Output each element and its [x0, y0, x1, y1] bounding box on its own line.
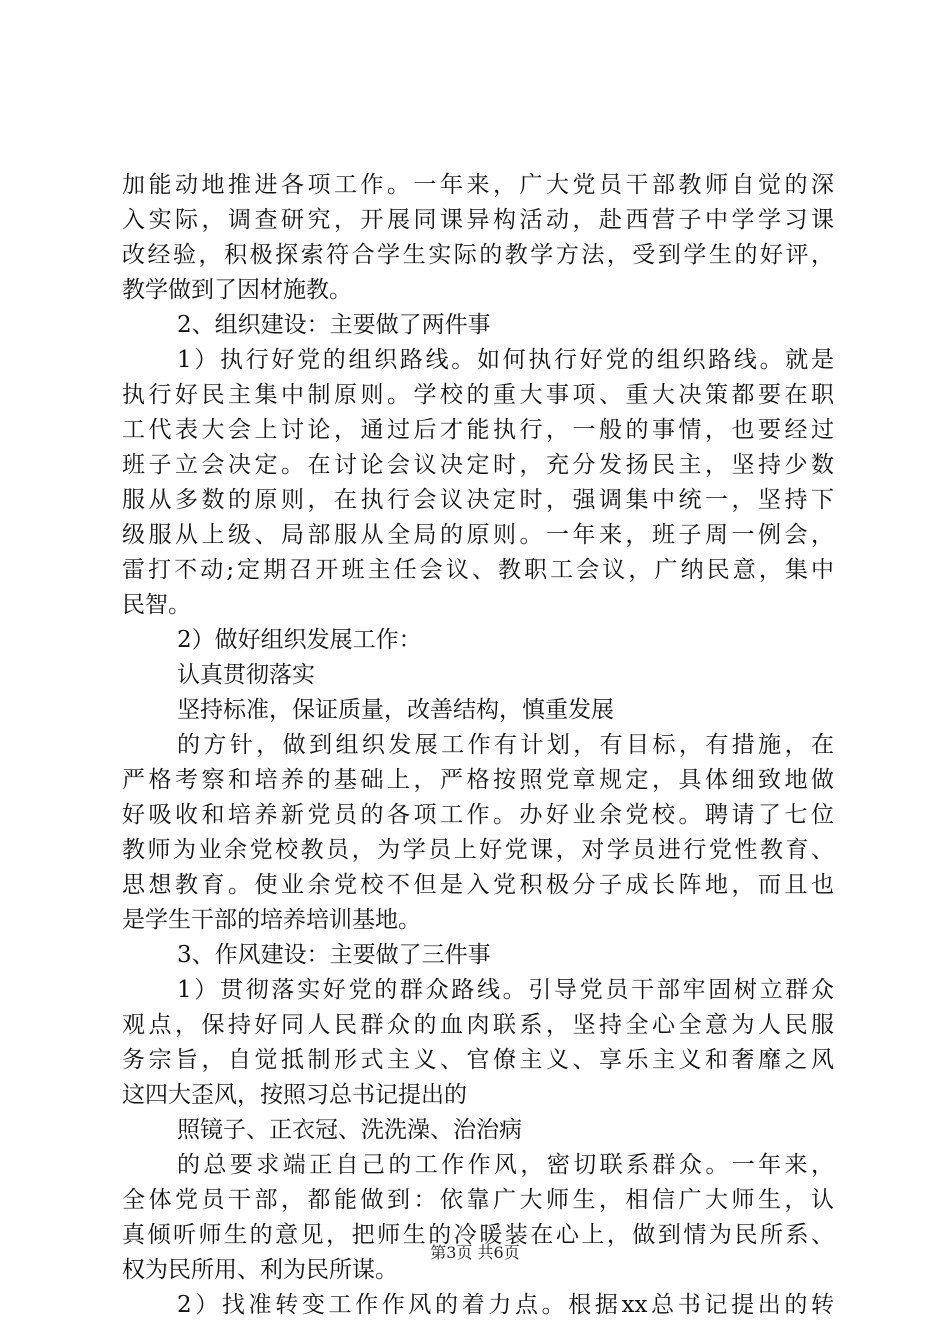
page-number-footer: 第3页 共6页: [430, 1243, 520, 1262]
body-line: 班子立会决定。在讨论会议决定时，充分发扬民主，坚持少数: [122, 452, 834, 478]
body-line: 执行好民主集中制原则。学校的重大事项、重大决策都要在职: [122, 382, 834, 408]
body-line: 这四大歪风，按照习总书记提出的: [122, 1082, 467, 1108]
body-line: 的方针，做到组织发展工作有计划，有目标，有措施，在: [177, 732, 834, 758]
body-line: 教师为业余党校教员，为学员上好党课，对学员进行党性教育、: [122, 837, 834, 863]
body-line: 务宗旨，自觉抵制形式主义、官僚主义、享乐主义和奢靡之风: [122, 1047, 834, 1073]
body-line: 好吸收和培养新党员的各项工作。办好业余党校。聘请了七位: [122, 802, 834, 828]
body-line: 认真贯彻落实: [177, 662, 315, 688]
body-line: 思想教育。使业余党校不但是入党积极分子成长阵地，而且也: [122, 872, 834, 898]
body-line: 级服从上级、局部服从全局的原则。一年来，班子周一例会，: [122, 522, 834, 548]
body-line: 严格考察和培养的基础上，严格按照党章规定，具体细致地做: [122, 767, 834, 793]
body-line: 2）找准转变工作作风的着力点。根据xx总书记提出的转: [177, 1292, 834, 1318]
body-line: 权为民所用、利为民所谋。: [122, 1257, 398, 1283]
body-line: 坚持标准，保证质量，改善结构，慎重发展: [177, 697, 614, 723]
section-heading-work-style: 3、作风建设：主要做了三件事: [177, 942, 491, 968]
document-body: [122, 168, 834, 1323]
body-line: 加能动地推进各项工作。一年来，广大党员干部教师自觉的深: [122, 172, 834, 198]
body-line: 观点，保持好同人民群众的血肉联系，坚持全心全意为人民服: [122, 1012, 834, 1038]
section-heading-organization: 2、组织建设：主要做了两件事: [177, 312, 491, 338]
body-line: 教学做到了因材施教。: [122, 277, 352, 303]
body-line: 照镜子、正衣冠、洗洗澡、治治病: [177, 1117, 522, 1143]
body-line: 工代表大会上讨论，通过后才能执行，一般的事情，也要经过: [122, 417, 834, 443]
body-line: 入实际，调查研究，开展同课异构活动，赴西营子中学学习课: [122, 207, 834, 233]
body-line: 是学生干部的培养培训基地。: [122, 907, 421, 933]
body-line: 全体党员干部，都能做到：依靠广大师生，相信广大师生，认: [122, 1187, 834, 1213]
body-line: 民智。: [122, 592, 191, 618]
body-line: 1）贯彻落实好党的群众路线。引导党员干部牢固树立群众: [177, 977, 834, 1003]
body-line: 2）做好组织发展工作：: [177, 627, 422, 653]
body-line: 雷打不动;定期召开班主任会议、教职工会议，广纳民意，集中: [122, 557, 834, 583]
body-line: 服从多数的原则，在执行会议决定时，强调集中统一，坚持下: [122, 487, 834, 513]
body-line: 改经验，积极探索符合学生实际的教学方法，受到学生的好评，: [122, 242, 834, 268]
body-line: 真倾听师生的意见，把师生的冷暖装在心上，做到情为民所系、: [122, 1222, 834, 1248]
body-line: 的总要求端正自己的工作作风，密切联系群众。一年来，: [177, 1152, 834, 1178]
body-line: 1）执行好党的组织路线。如何执行好党的组织路线。就是: [177, 347, 834, 373]
